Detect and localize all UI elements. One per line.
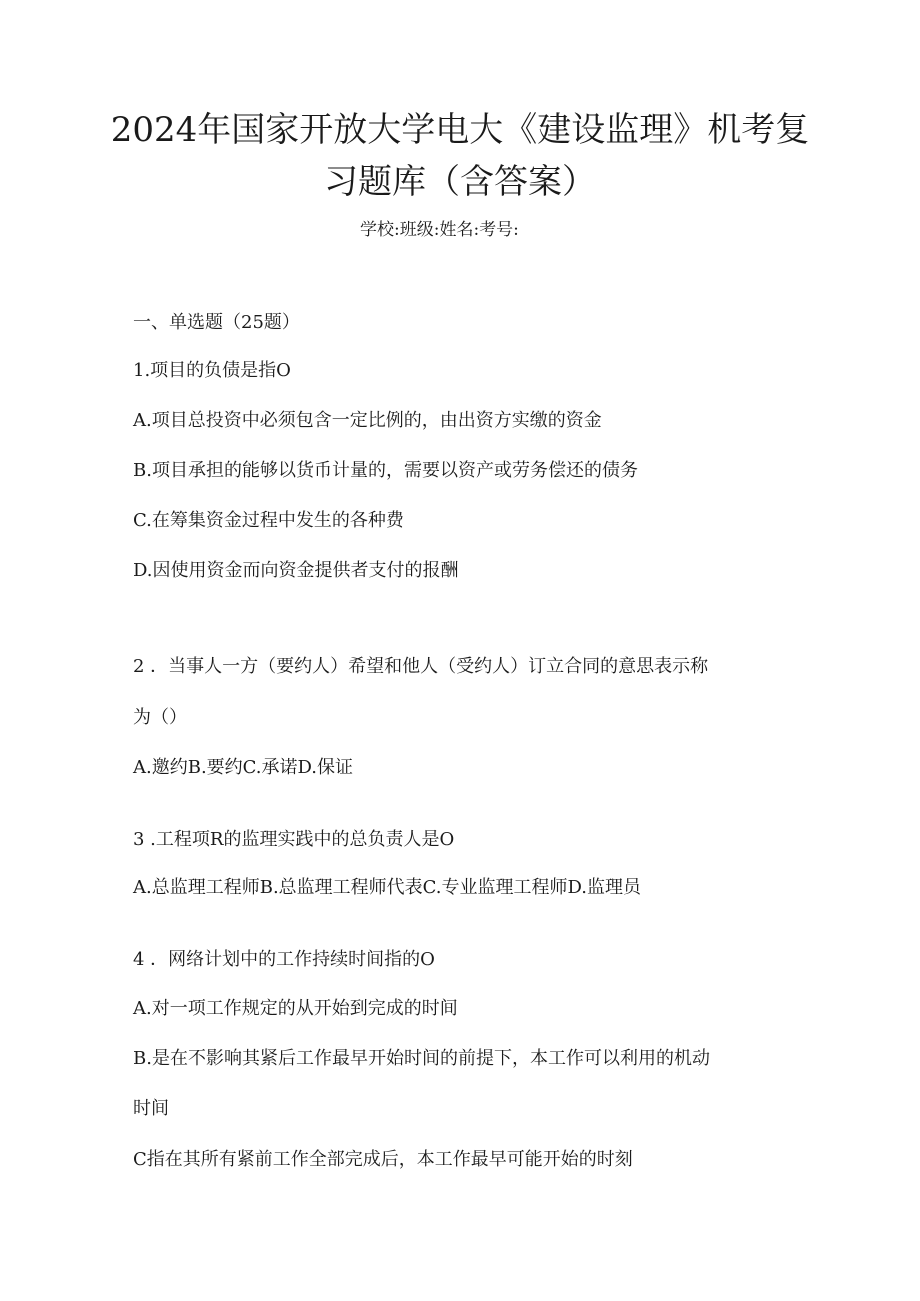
title-line-1: 2024年国家开放大学电大《建设监理》机考复 [110,110,810,150]
question-1: 1.项目的负债是指O [133,360,291,381]
document-title [110,104,810,208]
title-line-2: 习题库（含答案） [324,162,596,202]
section-heading: 一、单选题（25题） [133,312,300,333]
q4-option-c: C指在其所有紧前工作全部完成后，本工作最早可能开始的时刻 [133,1149,633,1170]
question-2-continued: 为（） [133,707,187,728]
q1-option-b: B.项目承担的能够以货币计量的，需要以资产或劳务偿还的债务 [133,460,638,481]
question-4: 4 ．网络计划中的工作持续时间指的O [133,949,435,970]
student-info-line: 学校:班级:姓名:考号: [360,220,519,240]
q4-option-a: A.对一项工作规定的从开始到完成的时间 [133,998,458,1019]
q1-option-a: A.项目总投资中必须包含一定比例的，由出资方实缴的资金 [133,410,602,431]
q4-option-b: B.是在不影响其紧后工作最早开始时间的前提下，本工作可以利用的机动 [133,1048,710,1069]
q4-option-b-continued: 时间 [133,1098,169,1119]
question-3: 3 .工程项R的监理实践中的总负责人是O [133,829,455,850]
question-2: 2 ．当事人一方（要约人）希望和他人（受约人）订立合同的意思表示称 [133,656,709,677]
q3-options: A.总监理工程师B.总监理工程师代表C.专业监理工程师D.监理员 [133,877,642,898]
q1-option-d: D.因使用资金而向资金提供者支付的报酬 [133,560,459,581]
q2-options: A.邀约B.要约C.承诺D.保证 [133,757,354,778]
q1-option-c: C.在筹集资金过程中发生的各种费 [133,510,404,531]
